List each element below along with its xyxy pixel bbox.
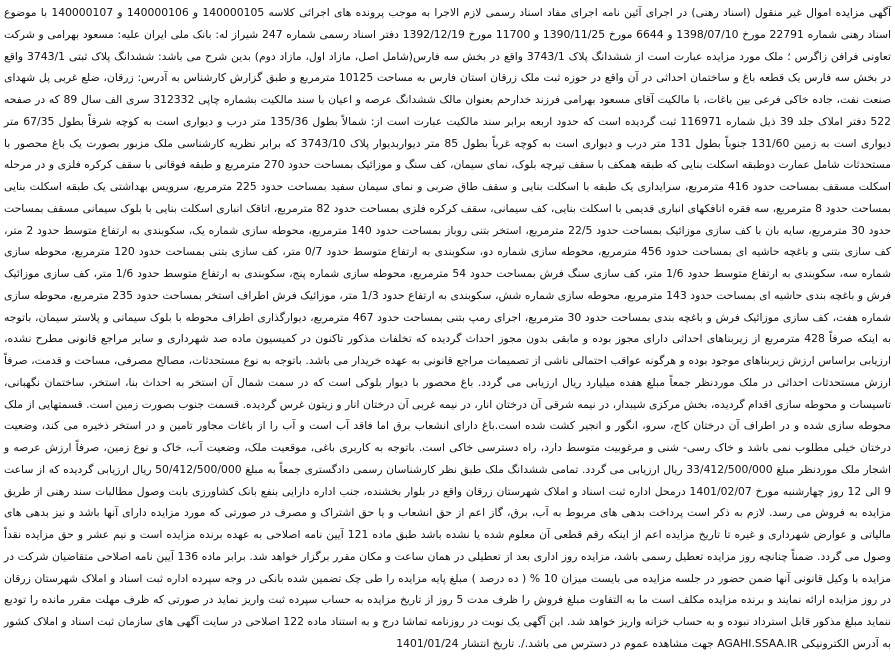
auction-notice-text: آگهی مزایده اموال غیر منقول (اسناد رهنی) در اجرای آئین نامه اجرای مفاد اسناد رسمی لازم الاجرا به موجب پرونده های اجرائی کلاسه 140000105 و 140000106 و 140000107 با موضوع اسناد رهنی شماره 22791 مورخ 1398/07/10 و 6644 مورخ 1390/11/25 و 11700 مورخ 1392/12/19 دفتر اسناد رسمی شماره 247 شیراز له: بانک ملی ایران علیه: مسعود بهرامی و شرکت تعاونی فرافن زاگرس ؛ ملک مورد مزایده عبارت است از ششدانگ پلاک 3743/1 واقع در بخش سه فارس(شامل اصل، مازاد اول، مازاد دوم) بدین شرح می باشد: ششدانگ پلاک ثبتی 3743/1 واقع در بخش سه فارس یک قطعه باغ و ساختمان احداثی در آن واقع در حوزه ثبت ملک زرقان استان فارس به مساحت 10125 مترمربع و طبق گزارش کارشناس به آدرس: زرقان، ضلع غربی پل شهدای صنعت نفت، جاده خاکی فرعی بین باغات، با مالکیت آقای مسعود بهرامی فرزند خدارحم بعنوان مالک ششدانگ عرصه و اعیان با سند مالکیت بشماره چاپی 312332 سری الف سال 89 که در صفحه 522 دفتر املاک جلد 39 ذیل شماره 116971 ثبت گردیده است که حدود اربعه برابر سند مالکیت عبارت است از: شمالاً بطول 135/36 متر درب و دیواری است به کوچه شرقاً بطول 67/35 متر دیواری است به زمین 131/60 جنوباً بطول 131 متر درب و دیواری است به کوچه غرباً بطول 85 متر دیواربدیوار پلاک 3743/10 که برابر نظریه کارشناسی ملک مزبور بصورت یک باغ محصور با مستحدثات شامل عمارت دوطبقه اسکلت بنایی که طبقه همکف با سقف تیرچه بلوک، نمای سیمان، کف سنگ و موزائیک بمساحت حدود 270 مترمربع و طبقه فوقانی با سقف کرکره فلزی و در مرحله اسکلت مسقف بمساحت حدود 416 مترمربع، سرایداری یک طبقه با اسکلت بنایی و سقف طاق ضربی و نمای سیمان سفید بمساحت حدود 225 مترمربع، سرویس بهداشتی یک طبقه اسکلت بنایی بمساحت حدود 8 مترمربع، سه فقره انافکهای انباری قدیمی با اسکلت بنایی، کف سیمانی، سقف کرکره فلزی بمساحت حدود 82 مترمربع، اتاقک انباری اسکلت بنایی با بلوک سیمانی مسقف بمساحت حدود 30 مترمربع، سایه بان با کف سازی موزائیک بمساحت حدود 22/5 مترمربع، استخر بتنی روباز بمساحت حدود 140 مترمربع، محوطه سازی شماره یک، سکوبندی به ارتفاع متوسط حدود 2 متر، کف سازی بتنی و باغچه حاشیه ای بمساحت حدود 456 مترمربع، محوطه سازی شماره دو، سکوبندی به ارتفاع متوسط حدود 0/7 متر، کف سازی بتنی بمساحت حدود 120 مترمربع، محوطه سازی شماره سه، سکوبندی به ارتفاع متوسط حدود 1/6 متر، کف سازی سنگ فرش بمساحت حدود 54 مترمربع، محوطه سازی شماره پنج، سکوبندی به ارتفاع متوسط حدود 1/6 متر، کف سازی موزائیک فرش و باغچه بندی حاشیه ای بمساحت حدود 143 مترمربع، محوطه سازی شماره شش، سکوبندی به ارتفاع حدود 1/3 متر، موزائیک فرش اطراف استخر بمساحت حدود 235 مترمربع، محوطه سازی شماره هفت، کف سازی موزائیک فرش و باغچه بندی بمساحت حدود 30 مترمربع، اجرای رمپ بتنی بمساحت حدود 467 مترمربع، دیوارگذاری اطراف محوطه با بلوک سیمانی و پلاستر سیمان، باتوجه به اینکه صرفاً 428 مترمربع از زیربناهای احداثی دارای مجوز بوده و مابقی بدون مجوز احداث گردیده که تخلفات مذکور تاکنون در کمیسیون ماده صد شهرداری و سایر مراجع قانونی مطرح نشده، ارزیابی براساس ارزش زیربناهای موجود بوده و هرگونه عواقب احتمالی ناشی از تصمیمات مراجع قانونی به عهده خریدار می باشد. باتوجه به نوع مستحدثات، مصالح مصرفی، مساحت و قدمت، صرفاً ارزش مستحدثات احداثی در ملک موردنظر جمعاً مبلغ هفده میلیارد ریال ارزیابی می گردد. باغ محصور با دیوار بلوکی است که در سمت شمال آن استخر به احداث بنا، استخر، ساختمان نگهبانی، تاسیسات و محوطه سازی اقدام گردیده، بخش مرکزی شیبدار، در نیمه شرقی آن درختان انار، در نیمه غربی آن درختان انار و زیتون غرس گردیده. قسمت جنوب بصورت زمین است. قسمتهایی از ملک محوطه سازی شده و در اطراف آن درختان کاج، سرو، انگور و انجیر کشت شده است.باغ دارای انشعاب برق اما فاقد آب است و آب را از باغات مجاور تامین و در استخر ذخیره می کند، وضعیت درختان خیلی مطلوب نمی باشد و خاک رسی- شنی و مرغوبیت متوسط دارد، راه دسترسی خاکی است. باتوجه به کاربری باغی، موقعیت ملک، وضعیت آب، خاک و نوع زمین، صرفاً ارزش عرصه و اشجار ملک موردنظر مبلغ 33/412/500/000 ریال ارزیابی می گردد. تمامی ششدانگ ملک طبق نظر کارشناسان رسمی دادگستری جمعاً به مبلغ 50/412/500/000 ریال ارزیابی گردیده که از ساعت 9 الی 12 روز چهارشنبه مورخ 1401/02/07 درمحل اداره ثبت اسناد و املاک شهرستان زرقان واقع در بلوار بخشنده، جنب اداره دارایی بنفع بانک کشاورزی بابت وصول مطالبات سند رهنی از طریق مزایده به فروش می رسد. لازم به ذکر است پرداخت بدهی های مربوط به آب، برق، گاز اعم از حق انشعاب و یا حق اشتراک و مصرف در صورتی که مورد مزایده دارای آنها باشد و نیز بدهی های مالیاتی و عوارض شهرداری و غیره تا تاریخ مزایده اعم از اینکه رقم قطعی آن معلوم شده یا نشده باشد طبق ماده 121 آیین نامه اصلاحی به عهده برنده مزایده است و نیم عشر و حق مزایده نقداً وصول می گردد. ضمناً چنانچه روز مزایده تعطیل رسمی باشد، مزایده روز اداری بعد از تعطیلی در همان ساعت و مکان مقرر برگزار خواهد شد. برابر ماده 136 آیین نامه اصلاحی متقاضیان شرکت در مزایده با وکیل قانونی آنها ضمن حضور در جلسه مزایده می بایست میزان 10 % ( ده درصد ) مبلغ پایه مزایده را طی چک تضمین شده بانکی در وجه سپرده اداره ثبت اسناد و املاک شهرستان زرقان در روز مزایده ارائه نمایند و برنده مزایده مکلف است ما به التفاوت مبلغ فروش را ظرف مدت 5 روز از تاریخ مزایده به حساب سپرده ثبت واریز نماید در صورتی که ظرف مهلت مقرر مانده را تودیع ننماید مبلغ مذکور قابل استرداد نبوده و به حساب خزانه واریز خواهد شد. این آگهی یک نوبت در روزنامه تماشا درج و به استناد ماده 122 اصلاحی در سایت آگهی های سازمان ثبت اسناد و املاک کشور به آدرس الکترونیکی AGAHI.SSAA.IR جهت مشاهده عموم در دسترس می باشد./. تاریخ انتشار 1401/01/24: [4, 6, 892, 650]
